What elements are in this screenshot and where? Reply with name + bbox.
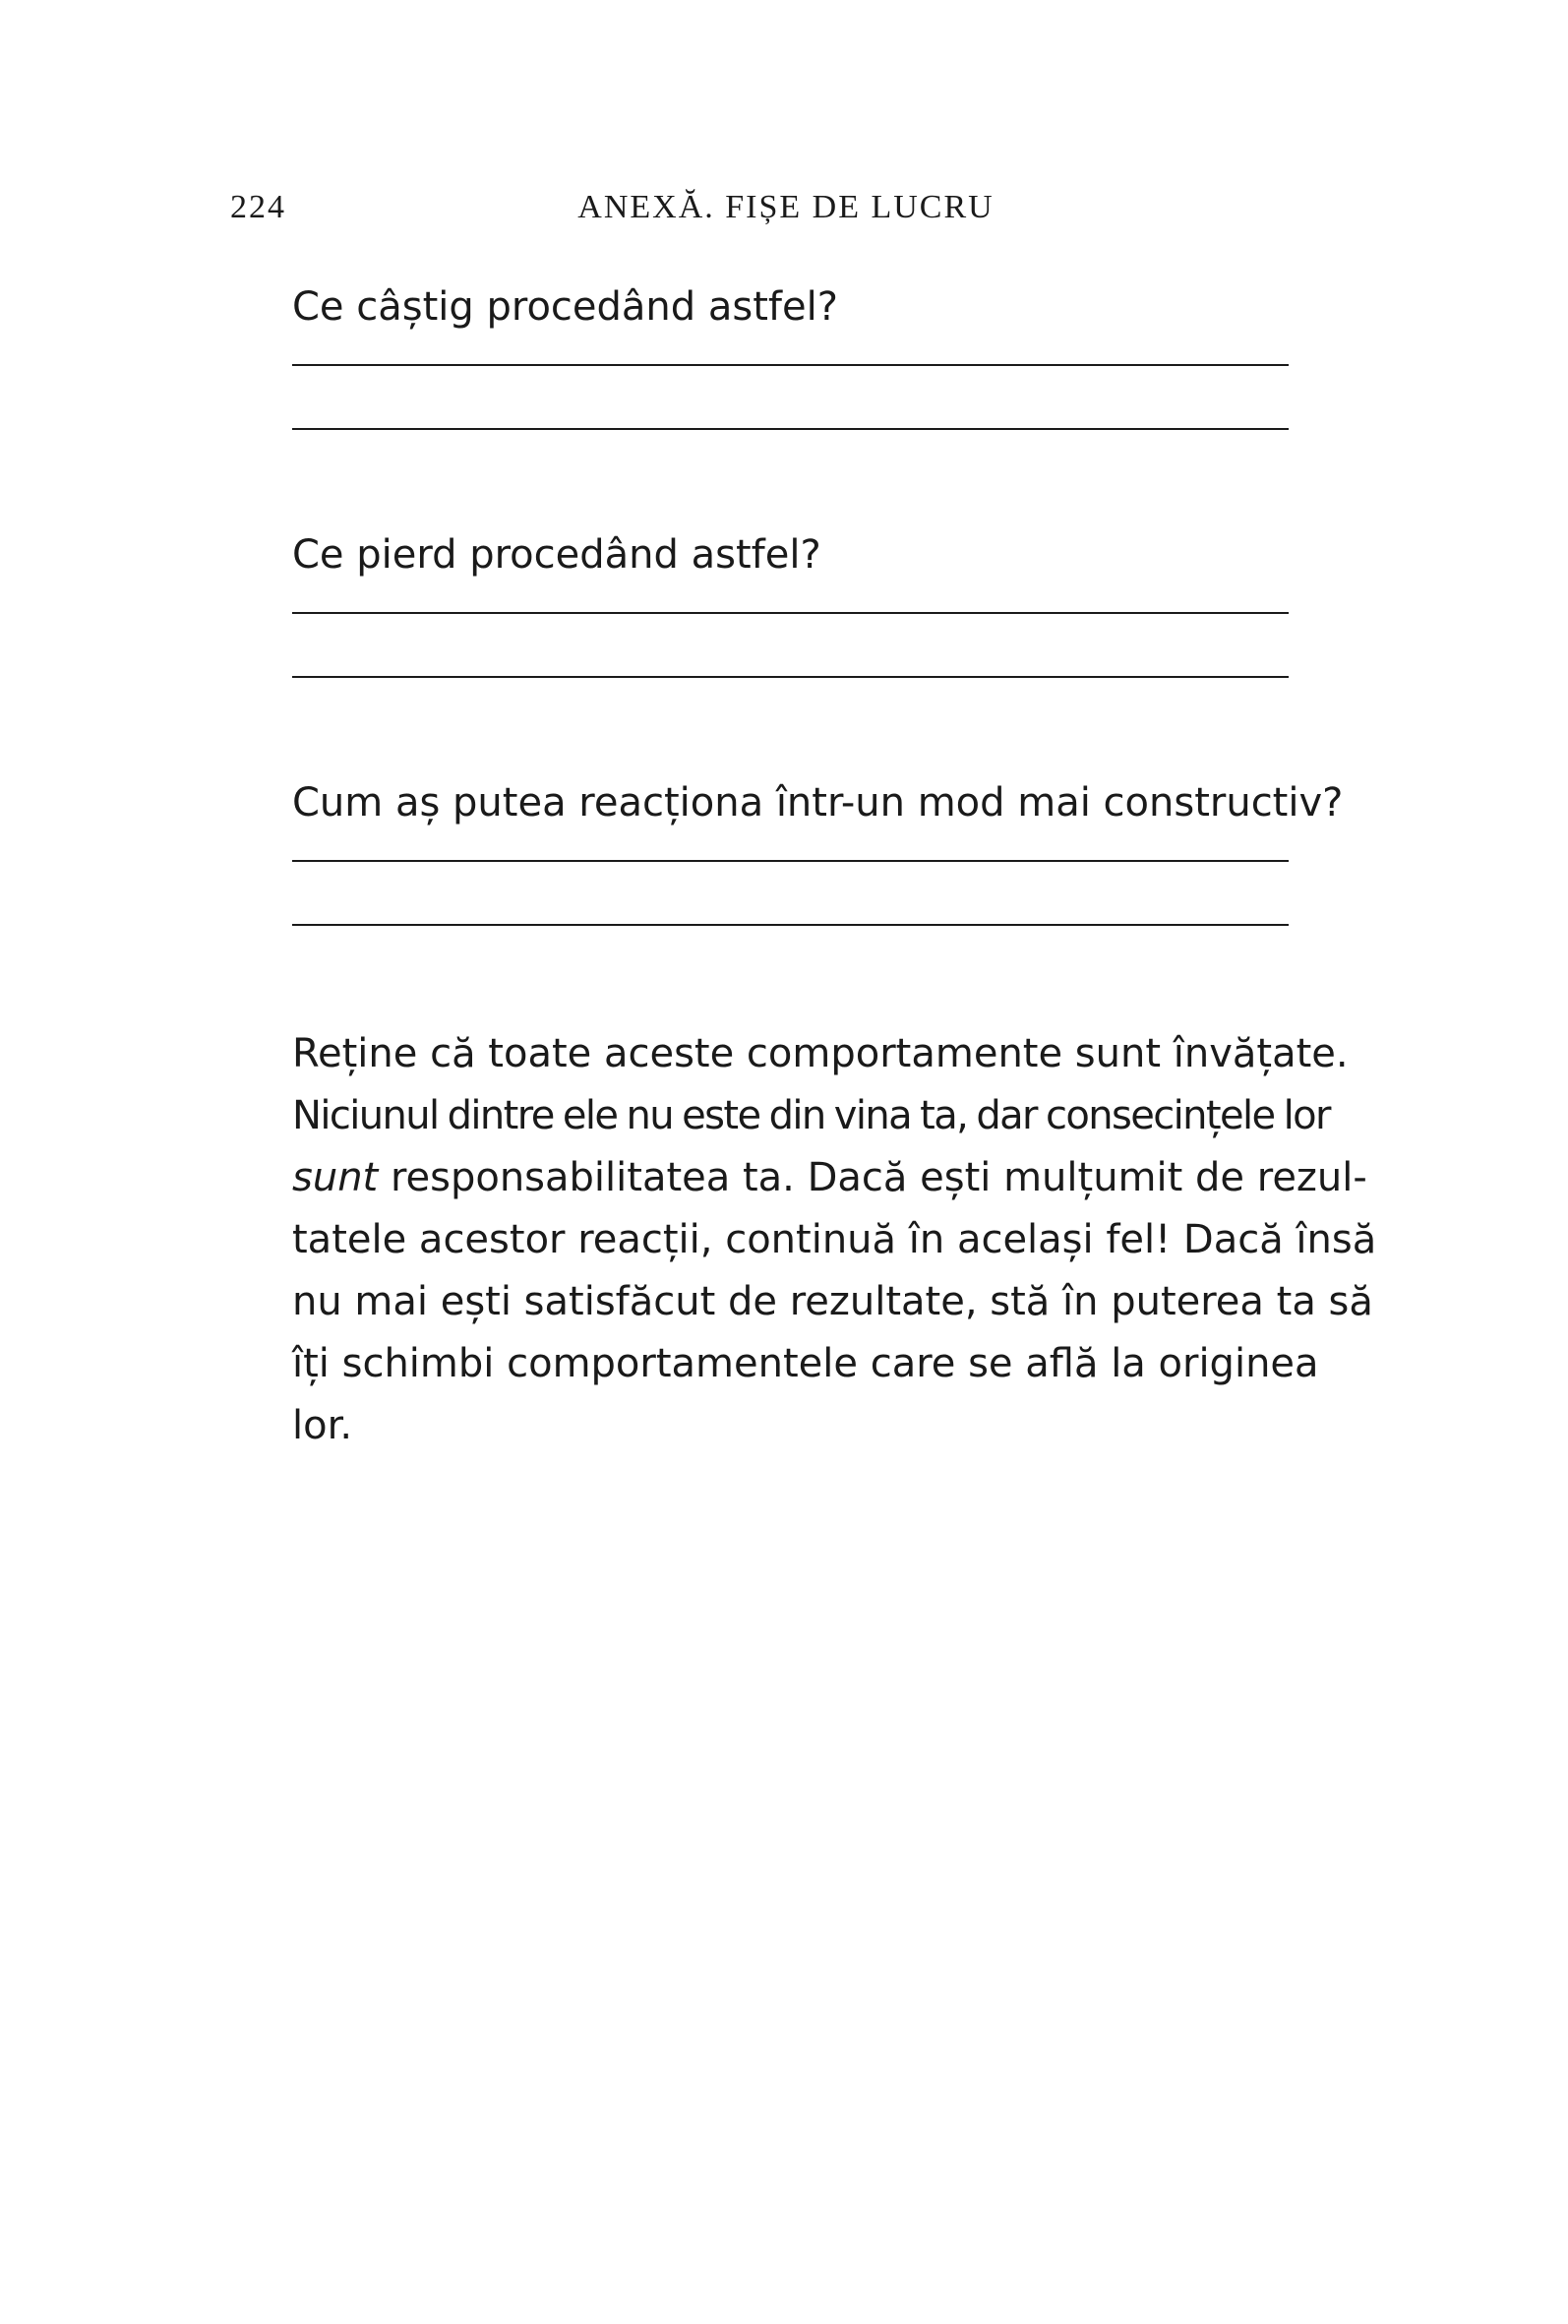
answer-line [292,364,1289,366]
page-number: 224 [230,189,286,225]
question-text: Cum aș putea reacționa într-un mod mai constructiv? [292,780,1344,826]
paragraph-text: responsabilitatea ta. Dacă ești mulțumit de rezul- [378,1155,1367,1200]
section-title: ANEXĂ. FIȘE DE LUCRU [577,189,995,225]
question-text: Ce câștig procedând astfel? [292,284,838,330]
paragraph-line [292,1147,1367,1209]
answer-line [292,676,1289,678]
running-head [230,189,1283,232]
answer-line [292,860,1289,862]
paragraph-line: îți schimbi comportamentele care se află la originea [292,1341,1319,1386]
question-block-gain [292,277,1289,430]
answer-line [292,428,1289,430]
paragraph-line: lor. [292,1403,353,1448]
closing-paragraph [292,1023,1377,1457]
paragraph-line: Niciunul dintre ele nu este din vina ta, dar consecințele lor [292,1093,1330,1138]
paragraph-line: Reține că toate aceste comportamente sunt învățate. [292,1031,1349,1076]
question-text: Ce pierd procedând astfel? [292,532,821,578]
emphasis-text: sunt [292,1155,379,1200]
paragraph-line: tatele acestor reacții, continuă în același fel! Dacă însă [292,1217,1377,1262]
paragraph-line: nu mai ești satisfăcut de rezultate, stă în puterea ta să [292,1279,1373,1324]
question-block-constructive [292,773,1344,926]
answer-line [292,612,1289,614]
answer-line [292,924,1289,926]
question-block-loss [292,525,1289,678]
